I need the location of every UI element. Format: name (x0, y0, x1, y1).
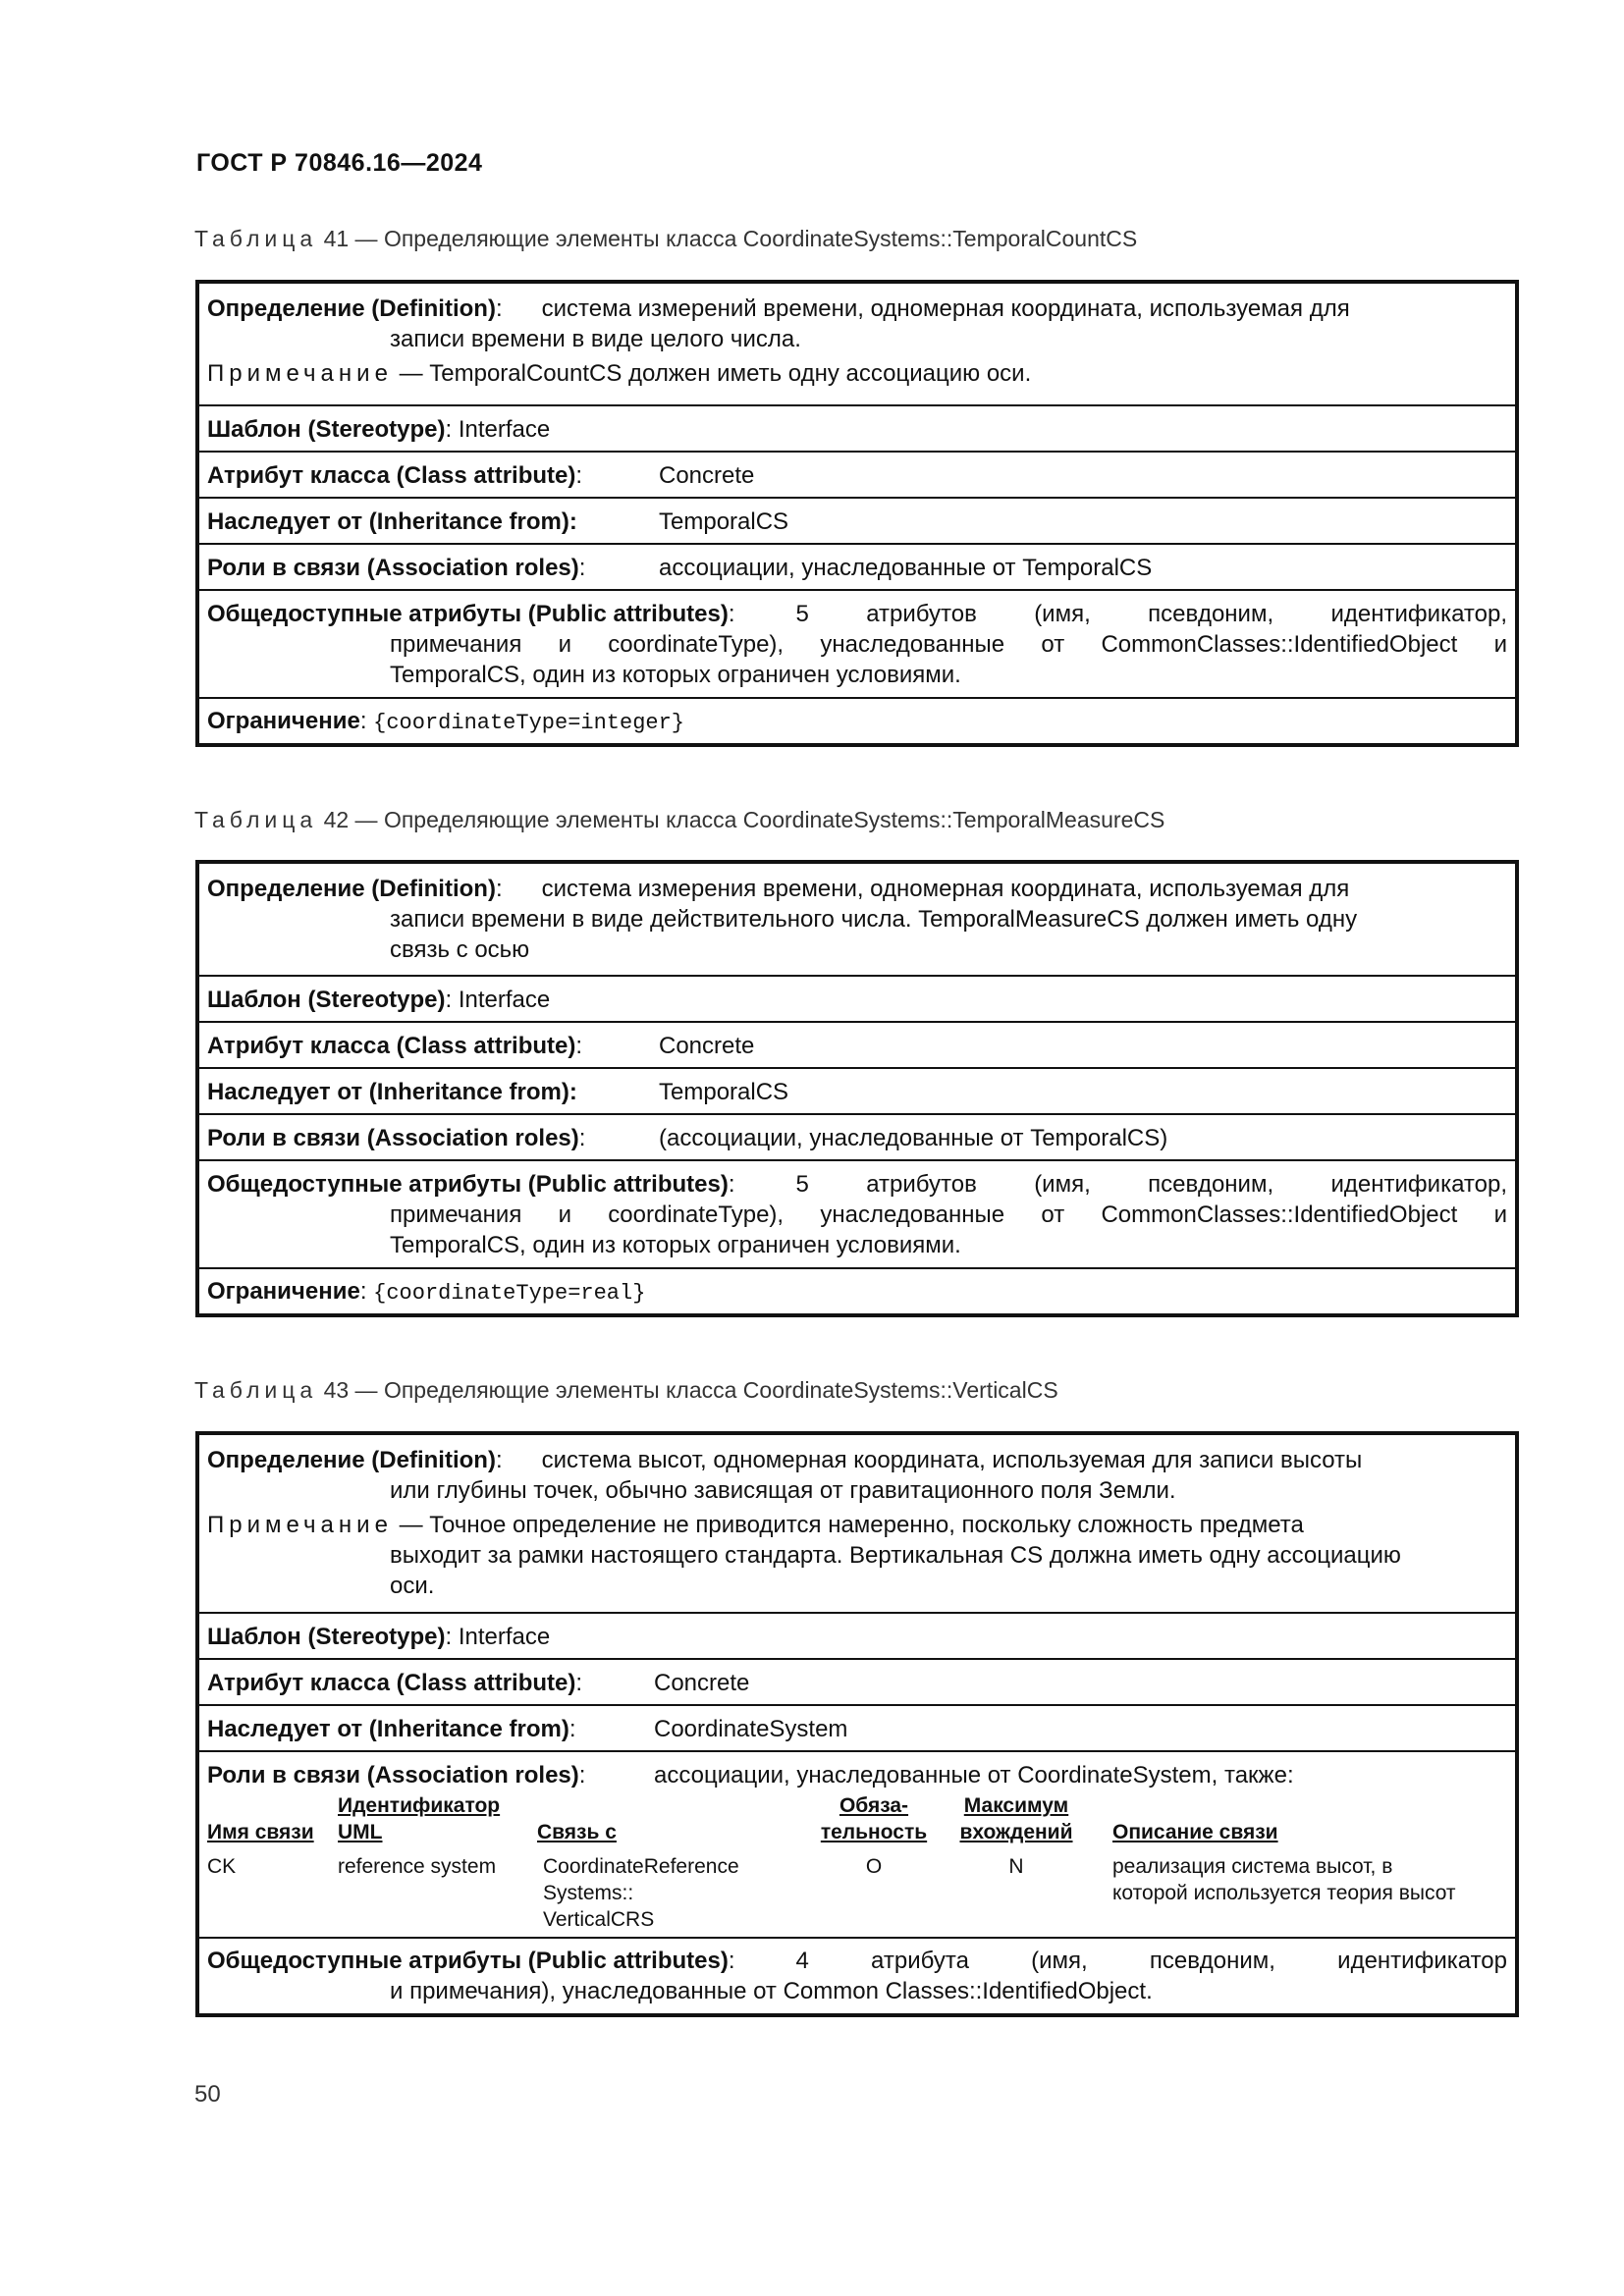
assoc-link-cell: CoordinateReference Systems:: VerticalCRS (543, 1855, 739, 1931)
association-roles-row: Роли в связи (Association roles): (ассоциации, унаследованные от TemporalCS) (199, 1113, 1515, 1159)
inheritance-label: Наследует от (Inheritance from) (207, 1716, 569, 1742)
association-roles-row: Роли в связи (Association roles): ассоциации, унаследованные от CoordinateSystem, также: Имя связи Идентификатор UML Связь с Обяза- тельность Максимум вхождений Описание связи CK reference system CoordinateReference Systems:: VerticalCRS O N реализация система высот, в которой используется теория высот (199, 1750, 1515, 1937)
definition-row: Определение (Definition): система измерения времени, одномерная координата, используемая для записи времени в виде действительного числа. TemporalMeasureCS должен иметь одну связь с осью (199, 864, 1515, 975)
col-max-header: Максимум вхождений (959, 1794, 1073, 1843)
public-attributes-text-cont: примечания и coordinateType), унаследованные от CommonClasses::IdentifiedObject и (390, 631, 1507, 658)
assoc-name-cell: CK (207, 1855, 237, 1878)
class-attribute-row: Атрибут класса (Class attribute): Concrete (199, 1658, 1515, 1704)
inheritance-label: Наследует от (Inheritance from): (207, 1079, 577, 1105)
constraint-row: Ограничение: {coordinateType=real} (199, 1267, 1515, 1313)
constraint-value: {coordinateType=real} (373, 1281, 646, 1306)
inheritance-row: Наследует от (Inheritance from): CoordinateSystem (199, 1704, 1515, 1750)
public-attributes-label: Общедоступные атрибуты (Public attributes) (207, 1171, 729, 1198)
col-obligation-header: Обяза- тельность (820, 1794, 928, 1843)
public-attributes-text-cont: примечания и coordinateType), унаследованные от CommonClasses::IdentifiedObject и (390, 1201, 1507, 1228)
page-number: 50 (194, 2081, 221, 2108)
association-table (207, 1792, 1456, 1933)
class-attribute-value: Concrete (659, 462, 755, 489)
note-text-cont: выходит за рамки настоящего стандарта. Вертикальная CS должна иметь одну ассоциацию (390, 1542, 1401, 1569)
inheritance-value: TemporalCS (659, 508, 789, 535)
table-row (207, 1845, 1456, 1933)
association-roles-label: Роли в связи (Association roles) (207, 1125, 579, 1151)
note-text: — TemporalCountCS должен иметь одну ассоциацию оси. (399, 360, 1032, 387)
table-caption-43 (194, 1377, 1058, 1404)
public-attributes-row: Общедоступные атрибуты (Public attributes) : 4 атрибута (имя, псевдоним, идентификатор и примечания), унаследованные от Common Classes::IdentifiedObject. (199, 1937, 1515, 2013)
class-attribute-label: Атрибут класса (Class attribute) (207, 1033, 576, 1059)
class-attribute-label: Атрибут класса (Class attribute) (207, 1670, 576, 1696)
definition-text-cont: или глубины точек, обычно зависящая от гравитационного поля Земли. (390, 1477, 1176, 1504)
public-attributes-row: Общедоступные атрибуты (Public attributes) : 5 атрибутов (имя, псевдоним, идентификатор, примечания и coordinateType), унаследованные от CommonClasses::IdentifiedObject и TemporalCS, один из которых ограничен условиями. (199, 589, 1515, 697)
definition-text-cont: записи времени в виде действительного числа. TemporalMeasureCS должен иметь одну (390, 906, 1358, 933)
public-attributes-row: Общедоступные атрибуты (Public attributes) : 5 атрибутов (имя, псевдоним, идентификатор, примечания и coordinateType), унаследованные от CommonClasses::IdentifiedObject и TemporalCS, один из которых ограничен условиями. (199, 1159, 1515, 1267)
table-42 (195, 860, 1519, 1317)
definition-text-end: связь с осью (390, 936, 530, 963)
inheritance-value: TemporalCS (659, 1079, 789, 1105)
definition-label: Определение (Definition) (207, 1447, 496, 1473)
definition-text: система высот, одномерная координата, используемая для записи высоты (541, 1447, 1363, 1473)
definition-row: Определение (Definition): система измерений времени, одномерная координата, используемая для записи времени в виде целого числа. Примечание — TemporalCountCS должен иметь одну ассоциацию оси. (199, 284, 1515, 404)
association-roles-value: ассоциации, унаследованные от TemporalCS (659, 555, 1153, 581)
definition-text-cont: записи времени в виде целого числа. (390, 326, 801, 352)
association-roles-label: Роли в связи (Association roles) (207, 555, 579, 581)
assoc-description-cell: реализация система высот, в которой используется теория высот (1112, 1855, 1456, 1904)
assoc-uml-cell: reference system (338, 1855, 497, 1878)
class-attribute-value: Concrete (654, 1670, 750, 1696)
association-roles-value: (ассоциации, унаследованные от TemporalCS) (659, 1125, 1168, 1151)
stereotype-row: Шаблон (Stereotype): Interface (199, 404, 1515, 451)
col-link-header: Связь с (537, 1821, 617, 1843)
assoc-max-cell: N (1008, 1855, 1024, 1878)
stereotype-label: Шаблон (Stereotype) (207, 416, 446, 443)
definition-text: система измерений времени, одномерная координата, используемая для (541, 295, 1350, 322)
inheritance-label: Наследует от (Inheritance from): (207, 508, 577, 535)
definition-label: Определение (Definition) (207, 876, 496, 902)
public-attributes-text-end: TemporalCS, один из которых ограничен условиями. (390, 662, 961, 688)
stereotype-row: Шаблон (Stereotype): Interface (199, 975, 1515, 1021)
class-attribute-row: Атрибут класса (Class attribute): Concrete (199, 451, 1515, 497)
public-attributes-text: 5 атрибутов (имя, псевдоним, идентификатор, (795, 601, 1507, 627)
note-text-end: оси. (390, 1573, 435, 1599)
note-label: Примечание (207, 1512, 393, 1538)
association-roles-label: Роли в связи (Association roles) (207, 1762, 579, 1789)
stereotype-value: Interface (458, 1624, 551, 1650)
definition-text: система измерения времени, одномерная координата, используемая для (541, 876, 1350, 902)
association-table-header (207, 1792, 1456, 1845)
public-attributes-text: 5 атрибутов (имя, псевдоним, идентификатор, (795, 1171, 1507, 1198)
public-attributes-label: Общедоступные атрибуты (Public attributes) (207, 1948, 729, 1974)
note-text: — Точное определение не приводится намеренно, поскольку сложность предмета (399, 1512, 1304, 1538)
caption-word: Таблица (194, 807, 318, 832)
table-caption-42 (194, 807, 1164, 833)
association-roles-row: Роли в связи (Association roles): ассоциации, унаследованные от TemporalCS (199, 543, 1515, 589)
constraint-label: Ограничение (207, 708, 360, 734)
constraint-row: Ограничение: {coordinateType=integer} (199, 697, 1515, 743)
stereotype-row: Шаблон (Stereotype): Interface (199, 1612, 1515, 1658)
inheritance-value: CoordinateSystem (654, 1716, 848, 1742)
table-41 (195, 280, 1519, 747)
caption-word: Таблица (194, 226, 318, 251)
inheritance-row (199, 1067, 1515, 1113)
class-attribute-value: Concrete (659, 1033, 755, 1059)
col-description-header: Описание связи (1112, 1821, 1278, 1843)
caption-word: Таблица (194, 1377, 318, 1403)
stereotype-value: Interface (458, 416, 551, 443)
document-code: ГОСТ Р 70846.16—2024 (196, 149, 483, 177)
col-name-header: Имя связи (207, 1821, 314, 1843)
class-attribute-row: Атрибут класса (Class attribute): Concrete (199, 1021, 1515, 1067)
note-label: Примечание (207, 360, 393, 387)
inheritance-row (199, 497, 1515, 543)
stereotype-value: Interface (458, 987, 551, 1013)
definition-label: Определение (Definition) (207, 295, 496, 322)
constraint-label: Ограничение (207, 1278, 360, 1305)
table-43 (195, 1431, 1519, 2017)
public-attributes-text: 4 атрибута (имя, псевдоним, идентификатор (795, 1948, 1507, 1974)
association-roles-value: ассоциации, унаследованные от CoordinateSystem, также: (654, 1762, 1294, 1789)
caption-text: 42 — Определяющие элементы класса CoordinateSystems::TemporalMeasureCS (323, 807, 1165, 832)
col-uml-header: Идентификатор UML (338, 1794, 501, 1843)
caption-text: 43 — Определяющие элементы класса CoordinateSystems::VerticalCS (323, 1377, 1058, 1403)
stereotype-label: Шаблон (Stereotype) (207, 1624, 446, 1650)
definition-row: Определение (Definition): система высот, одномерная координата, используемая для записи высоты или глубины точек, обычно зависящая от гравитационного поля Земли. Примечание — Точное определение не приводится намеренно, поскольку сложность предмета выходит за рамки настоящего стандарта. Вертикальная CS должна иметь одну ассоциацию оси. (199, 1435, 1515, 1612)
caption-text: 41 — Определяющие элементы класса CoordinateSystems::TemporalCountCS (323, 226, 1138, 251)
public-attributes-text-cont: и примечания), унаследованные от Common Classes::IdentifiedObject. (390, 1978, 1153, 2004)
constraint-value: {coordinateType=integer} (373, 711, 685, 735)
assoc-obligation-cell: O (865, 1855, 883, 1878)
public-attributes-text-end: TemporalCS, один из которых ограничен условиями. (390, 1232, 961, 1258)
stereotype-label: Шаблон (Stereotype) (207, 987, 446, 1013)
class-attribute-label: Атрибут класса (Class attribute) (207, 462, 576, 489)
table-caption-41 (194, 226, 1137, 252)
public-attributes-label: Общедоступные атрибуты (Public attributes) (207, 601, 729, 627)
